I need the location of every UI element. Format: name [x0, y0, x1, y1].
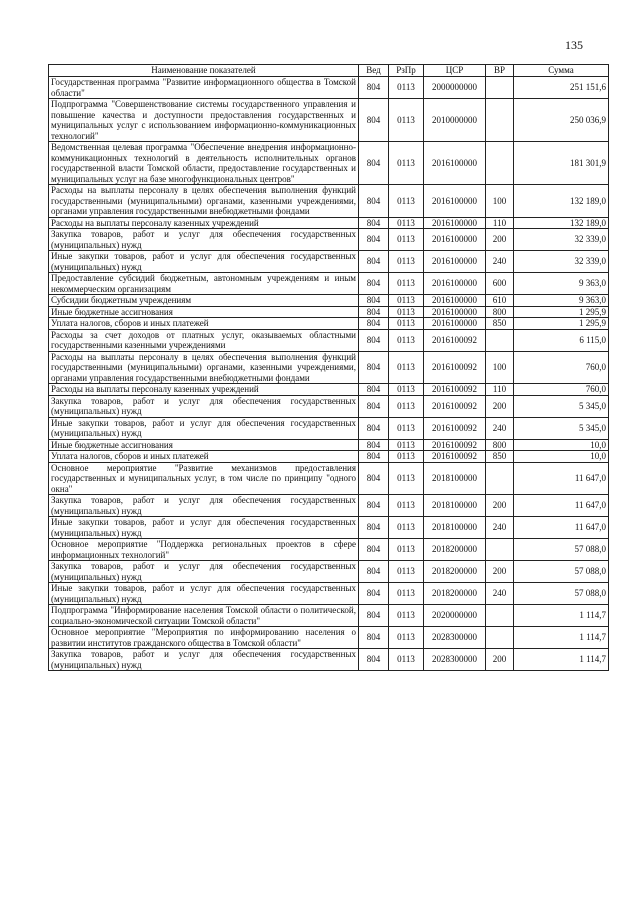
- table-row: [49, 561, 609, 583]
- header-name: Наименование показателей: [49, 65, 359, 77]
- cell-csr: 2028300000: [424, 649, 486, 671]
- table-row: [49, 417, 609, 439]
- table-row: [49, 384, 609, 396]
- cell-sum: 6 115,0: [514, 329, 609, 351]
- cell-rzpr: 0113: [389, 185, 424, 218]
- cell-sum: 1 114,7: [514, 649, 609, 671]
- cell-vr: [486, 99, 514, 142]
- cell-rzpr: 0113: [389, 439, 424, 451]
- cell-name: Иные закупки товаров, работ и услуг для обеспечения государственных (муниципальных) нужд: [49, 251, 359, 273]
- cell-name: Иные закупки товаров, работ и услуг для обеспечения государственных (муниципальных) нужд: [49, 583, 359, 605]
- cell-name: Основное мероприятие "Поддержка региональных проектов в сфере информационных технологий": [49, 539, 359, 561]
- table-row: [49, 462, 609, 495]
- cell-ved: 804: [359, 649, 389, 671]
- cell-ved: 804: [359, 329, 389, 351]
- cell-vr: 100: [486, 185, 514, 218]
- table-row: [49, 495, 609, 517]
- cell-ved: 804: [359, 142, 389, 185]
- header-sum: Сумма: [514, 65, 609, 77]
- cell-vr: 850: [486, 451, 514, 463]
- cell-rzpr: 0113: [389, 517, 424, 539]
- cell-sum: 181 301,9: [514, 142, 609, 185]
- cell-sum: 11 647,0: [514, 495, 609, 517]
- table-row: [49, 306, 609, 318]
- cell-rzpr: 0113: [389, 417, 424, 439]
- cell-name: Субсидии бюджетным учреждениям: [49, 295, 359, 307]
- cell-vr: 240: [486, 417, 514, 439]
- cell-rzpr: 0113: [389, 142, 424, 185]
- cell-name: Подпрограмма "Совершенствование системы государственного управления и повышение качества и доступности предоставления государственных и муниципальных услуг с использованием информационно-коммуникационных технологий": [49, 99, 359, 142]
- cell-csr: 2010000000: [424, 99, 486, 142]
- cell-vr: [486, 539, 514, 561]
- cell-vr: [486, 605, 514, 627]
- cell-csr: 2018200000: [424, 561, 486, 583]
- header-ved: Вед: [359, 65, 389, 77]
- cell-csr: 2016100092: [424, 417, 486, 439]
- cell-vr: [486, 77, 514, 99]
- cell-sum: 9 363,0: [514, 295, 609, 307]
- cell-name: Иные бюджетные ассигнования: [49, 439, 359, 451]
- cell-sum: 10,0: [514, 439, 609, 451]
- cell-vr: 110: [486, 217, 514, 229]
- cell-rzpr: 0113: [389, 605, 424, 627]
- table-body: [49, 77, 609, 671]
- cell-vr: [486, 627, 514, 649]
- cell-csr: 2016100092: [424, 451, 486, 463]
- cell-rzpr: 0113: [389, 539, 424, 561]
- cell-rzpr: 0113: [389, 384, 424, 396]
- cell-csr: 2016100000: [424, 295, 486, 307]
- cell-sum: 132 189,0: [514, 185, 609, 218]
- cell-csr: 2020000000: [424, 605, 486, 627]
- table-row: [49, 77, 609, 99]
- cell-vr: 100: [486, 351, 514, 384]
- cell-sum: 5 345,0: [514, 395, 609, 417]
- cell-vr: 200: [486, 229, 514, 251]
- cell-name: Основное мероприятие "Развитие механизмов предоставления государственных и муниципальных услуг, в том числе по принципу "одного окна": [49, 462, 359, 495]
- cell-name: Расходы на выплаты персоналу в целях обеспечения выполнения функций государственными (муниципальными) органами, казенными учреждениями, органами управления государственными внебюджетными фондами: [49, 351, 359, 384]
- table-row: [49, 605, 609, 627]
- cell-ved: 804: [359, 384, 389, 396]
- cell-rzpr: 0113: [389, 251, 424, 273]
- cell-ved: 804: [359, 561, 389, 583]
- cell-ved: 804: [359, 451, 389, 463]
- cell-sum: 1 114,7: [514, 627, 609, 649]
- page-number: 135: [565, 38, 583, 52]
- cell-name: Расходы за счет доходов от платных услуг, оказываемых областными государственными казенными учреждениями: [49, 329, 359, 351]
- cell-rzpr: 0113: [389, 99, 424, 142]
- cell-name: Основное мероприятие "Мероприятия по информированию населения о развитии институтов гражданского общества в Томской области": [49, 627, 359, 649]
- cell-rzpr: 0113: [389, 306, 424, 318]
- table-row: [49, 351, 609, 384]
- cell-ved: 804: [359, 295, 389, 307]
- cell-name: Иные бюджетные ассигнования: [49, 306, 359, 318]
- cell-csr: 2016100000: [424, 318, 486, 330]
- cell-ved: 804: [359, 318, 389, 330]
- cell-sum: 1 295,9: [514, 306, 609, 318]
- cell-vr: 200: [486, 495, 514, 517]
- cell-name: Закупка товаров, работ и услуг для обеспечения государственных (муниципальных) нужд: [49, 229, 359, 251]
- table-row: [49, 517, 609, 539]
- cell-vr: 240: [486, 517, 514, 539]
- cell-ved: 804: [359, 627, 389, 649]
- table-row: [49, 217, 609, 229]
- cell-ved: 804: [359, 273, 389, 295]
- cell-ved: 804: [359, 462, 389, 495]
- cell-sum: 9 363,0: [514, 273, 609, 295]
- cell-csr: 2016100000: [424, 217, 486, 229]
- cell-csr: 2016100092: [424, 329, 486, 351]
- table-row: [49, 627, 609, 649]
- table-row: [49, 539, 609, 561]
- cell-csr: 2016100092: [424, 439, 486, 451]
- cell-rzpr: 0113: [389, 649, 424, 671]
- cell-rzpr: 0113: [389, 229, 424, 251]
- cell-rzpr: 0113: [389, 318, 424, 330]
- cell-ved: 804: [359, 517, 389, 539]
- cell-ved: 804: [359, 351, 389, 384]
- cell-sum: 10,0: [514, 451, 609, 463]
- cell-ved: 804: [359, 417, 389, 439]
- cell-csr: 2016100000: [424, 273, 486, 295]
- cell-csr: 2018200000: [424, 583, 486, 605]
- cell-vr: 800: [486, 439, 514, 451]
- cell-rzpr: 0113: [389, 561, 424, 583]
- header-vr: ВР: [486, 65, 514, 77]
- cell-sum: 1 114,7: [514, 605, 609, 627]
- cell-vr: 240: [486, 251, 514, 273]
- cell-csr: 2018100000: [424, 462, 486, 495]
- cell-rzpr: 0113: [389, 77, 424, 99]
- cell-name: Ведомственная целевая программа "Обеспечение внедрения информационно-коммуникационных технологий в деятельность исполнительных органов государственной власти Томской области, предоставление государственных и муниципальных услуг на базе многофункциональных центров": [49, 142, 359, 185]
- cell-name: Предоставление субсидий бюджетным, автономным учреждениям и иным некоммерческим организациям: [49, 273, 359, 295]
- table-row: [49, 185, 609, 218]
- cell-ved: 804: [359, 99, 389, 142]
- cell-csr: 2016100000: [424, 185, 486, 218]
- cell-sum: 57 088,0: [514, 561, 609, 583]
- cell-sum: 11 647,0: [514, 462, 609, 495]
- cell-ved: 804: [359, 395, 389, 417]
- cell-csr: 2016100092: [424, 351, 486, 384]
- cell-vr: 240: [486, 583, 514, 605]
- cell-vr: 600: [486, 273, 514, 295]
- cell-ved: 804: [359, 583, 389, 605]
- table-row: [49, 229, 609, 251]
- budget-table: [48, 64, 609, 671]
- cell-ved: 804: [359, 605, 389, 627]
- table-row: [49, 318, 609, 330]
- cell-sum: 11 647,0: [514, 517, 609, 539]
- cell-vr: 800: [486, 306, 514, 318]
- cell-rzpr: 0113: [389, 273, 424, 295]
- cell-sum: 57 088,0: [514, 583, 609, 605]
- table-row: [49, 273, 609, 295]
- cell-name: Расходы на выплаты персоналу казенных учреждений: [49, 217, 359, 229]
- cell-sum: 32 339,0: [514, 251, 609, 273]
- table-row: [49, 451, 609, 463]
- cell-vr: 200: [486, 395, 514, 417]
- cell-csr: 2016100000: [424, 142, 486, 185]
- cell-name: Уплата налогов, сборов и иных платежей: [49, 318, 359, 330]
- table-row: [49, 142, 609, 185]
- cell-csr: 2018100000: [424, 517, 486, 539]
- cell-csr: 2016100000: [424, 229, 486, 251]
- cell-rzpr: 0113: [389, 329, 424, 351]
- cell-name: Закупка товаров, работ и услуг для обеспечения государственных (муниципальных) нужд: [49, 649, 359, 671]
- cell-ved: 804: [359, 229, 389, 251]
- cell-vr: 110: [486, 384, 514, 396]
- cell-sum: 1 295,9: [514, 318, 609, 330]
- cell-name: Иные закупки товаров, работ и услуг для обеспечения государственных (муниципальных) нужд: [49, 517, 359, 539]
- table-row: [49, 99, 609, 142]
- table-row: [49, 251, 609, 273]
- cell-name: Закупка товаров, работ и услуг для обеспечения государственных (муниципальных) нужд: [49, 395, 359, 417]
- table-header-row: [49, 65, 609, 77]
- cell-vr: [486, 142, 514, 185]
- cell-rzpr: 0113: [389, 627, 424, 649]
- cell-ved: 804: [359, 495, 389, 517]
- cell-csr: 2000000000: [424, 77, 486, 99]
- table-row: [49, 329, 609, 351]
- cell-rzpr: 0113: [389, 295, 424, 307]
- cell-vr: 200: [486, 649, 514, 671]
- cell-name: Подпрограмма "Информирование населения Томской области о политической, социально-экономической ситуации Томской области": [49, 605, 359, 627]
- cell-rzpr: 0113: [389, 395, 424, 417]
- table-row: [49, 395, 609, 417]
- cell-sum: 32 339,0: [514, 229, 609, 251]
- cell-ved: 804: [359, 77, 389, 99]
- cell-ved: 804: [359, 185, 389, 218]
- cell-sum: 760,0: [514, 351, 609, 384]
- cell-ved: 804: [359, 217, 389, 229]
- cell-rzpr: 0113: [389, 495, 424, 517]
- cell-ved: 804: [359, 306, 389, 318]
- cell-name: Закупка товаров, работ и услуг для обеспечения государственных (муниципальных) нужд: [49, 561, 359, 583]
- cell-rzpr: 0113: [389, 583, 424, 605]
- cell-rzpr: 0113: [389, 462, 424, 495]
- table-row: [49, 439, 609, 451]
- cell-sum: 5 345,0: [514, 417, 609, 439]
- cell-sum: 251 151,6: [514, 77, 609, 99]
- cell-name: Расходы на выплаты персоналу казенных учреждений: [49, 384, 359, 396]
- cell-name: Уплата налогов, сборов и иных платежей: [49, 451, 359, 463]
- cell-sum: 760,0: [514, 384, 609, 396]
- cell-ved: 804: [359, 251, 389, 273]
- cell-vr: 610: [486, 295, 514, 307]
- cell-name: Государственная программа "Развитие информационного общества в Томской области": [49, 77, 359, 99]
- cell-name: Иные закупки товаров, работ и услуг для обеспечения государственных (муниципальных) нужд: [49, 417, 359, 439]
- cell-name: Закупка товаров, работ и услуг для обеспечения государственных (муниципальных) нужд: [49, 495, 359, 517]
- cell-name: Расходы на выплаты персоналу в целях обеспечения выполнения функций государственными (муниципальными) органами, казенными учреждениями, органами управления государственными внебюджетными фондами: [49, 185, 359, 218]
- table-row: [49, 649, 609, 671]
- header-rzpr: РзПр: [389, 65, 424, 77]
- cell-rzpr: 0113: [389, 217, 424, 229]
- cell-csr: 2016100000: [424, 306, 486, 318]
- cell-csr: 2028300000: [424, 627, 486, 649]
- cell-vr: 200: [486, 561, 514, 583]
- cell-sum: 250 036,9: [514, 99, 609, 142]
- cell-sum: 132 189,0: [514, 217, 609, 229]
- cell-csr: 2016100000: [424, 251, 486, 273]
- cell-sum: 57 088,0: [514, 539, 609, 561]
- cell-ved: 804: [359, 539, 389, 561]
- cell-ved: 804: [359, 439, 389, 451]
- cell-vr: 850: [486, 318, 514, 330]
- cell-csr: 2016100092: [424, 384, 486, 396]
- table-row: [49, 583, 609, 605]
- cell-csr: 2018200000: [424, 539, 486, 561]
- cell-csr: 2018100000: [424, 495, 486, 517]
- cell-rzpr: 0113: [389, 451, 424, 463]
- cell-vr: [486, 329, 514, 351]
- cell-vr: [486, 462, 514, 495]
- cell-csr: 2016100092: [424, 395, 486, 417]
- table-row: [49, 295, 609, 307]
- header-csr: ЦСР: [424, 65, 486, 77]
- cell-rzpr: 0113: [389, 351, 424, 384]
